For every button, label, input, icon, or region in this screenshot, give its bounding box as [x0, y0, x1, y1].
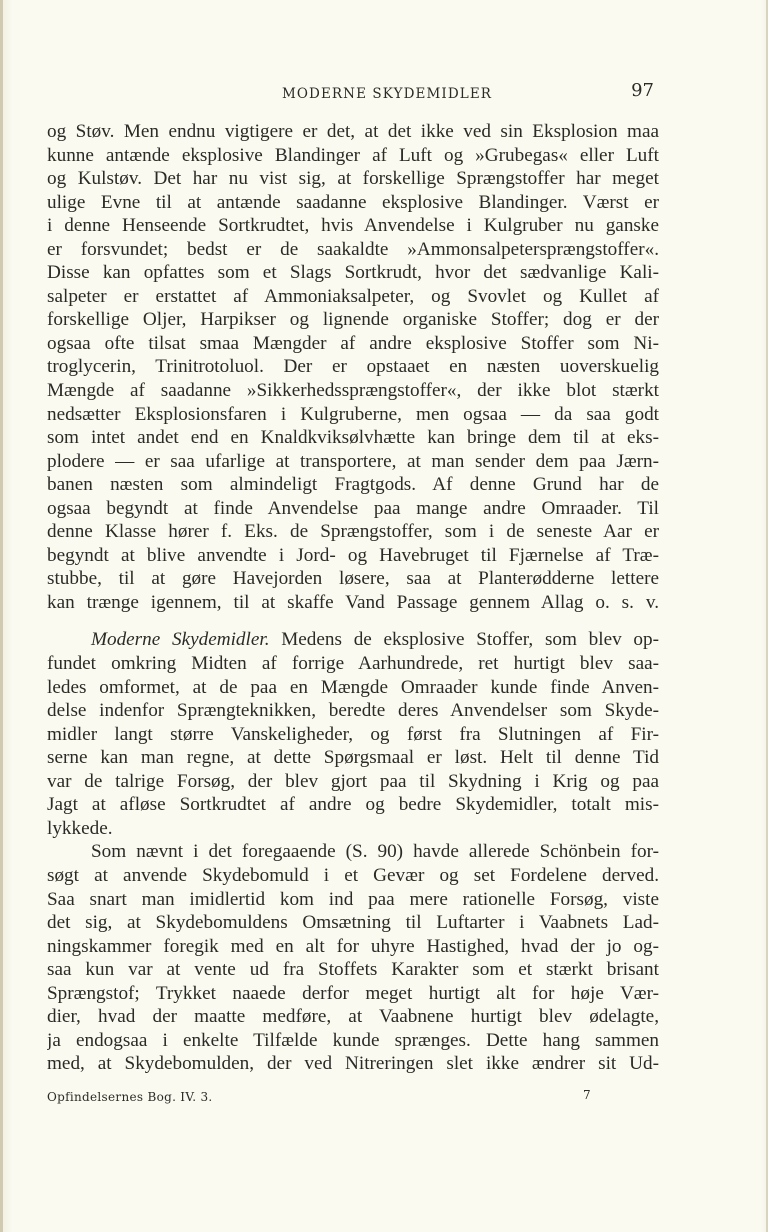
page-number: 97 — [631, 80, 654, 101]
text-line: ningskammer foregik med en alt for uhyre Hastighed, hvad der jo og- — [47, 935, 659, 957]
text-line: Som nævnt i det foregaaende (S. 90) havde allerede Schönbein for- — [91, 841, 659, 863]
text-line: søgt at anvende Skydebomuld i et Gevær og set Fordelene derved. — [47, 864, 659, 886]
text-line: midler langt større Vanskeligheder, og først fra Slutningen af Fir- — [47, 723, 659, 745]
paragraph — [47, 840, 659, 1075]
text-line: Saa snart man imidlertid kom ind paa mere rationelle Forsøg, viste — [47, 888, 659, 910]
text-line: ulige Evne til at antænde saadanne eksplosive Blandinger. Værst er — [47, 191, 659, 213]
text-line: Sprængstof; Trykket naaede derfor meget hurtigt alt for høje Vær- — [47, 982, 659, 1004]
text-line: denne Klasse hører f. Eks. de Sprængstoffer, som i de seneste Aar er — [47, 521, 659, 543]
text-line: nedsætter Eksplosionsfaren i Kulgruberne, men ogsaa — da saa godt — [47, 403, 659, 425]
text-line: banen næsten som almindeligt Fragtgods. Af denne Grund har de — [47, 474, 659, 496]
text-line: lykkede. — [47, 817, 113, 839]
text-line: serne kan man regne, at dette Spørgsmaal er løst. Helt til denne Tid — [47, 747, 659, 769]
text-line: ogsaa begyndt at finde Anvendelse paa mange andre Omraader. Til — [47, 497, 659, 519]
text-line: begyndt at blive anvendte i Jord- og Havebruget til Fjærnelse af Træ- — [47, 544, 659, 566]
text-line: kunne antænde eksplosive Blandinger af Luft og »Grubegas« eller Luft — [47, 144, 659, 166]
paragraph — [47, 120, 659, 614]
signature-mark: Opfindelsernes Bog. IV. 3. — [47, 1090, 213, 1104]
text-line: er forsvundet; bedst er de saakaldte »Ammonsalpetersprængstoffer«. — [47, 238, 659, 260]
text-line: saa kun var at vente ud fra Stoffets Karakter som et stærkt brisant — [47, 959, 659, 981]
text-line: Mængde af saadanne »Sikkerhedssprængstoffer«, der ikke blot stærkt — [47, 380, 659, 402]
text-line: plodere — er saa ufarlige at transportere, at man sender dem paa Jærn- — [47, 450, 659, 472]
sheet-number: 7 — [583, 1088, 591, 1102]
text-line: Jagt at afløse Sortkrudtet af andre og bedre Skydemidler, totalt mis- — [47, 794, 659, 816]
text-line: fundet omkring Midten af forrige Aarhundrede, ret hurtigt blev saa- — [47, 653, 659, 675]
running-title: MODERNE SKYDEMIDLER — [281, 86, 493, 102]
text-line: Disse kan opfattes som et Slags Sortkrudt, hvor det sædvanlige Kali- — [47, 262, 659, 284]
text-line: salpeter er erstattet af Ammoniaksalpeter, og Svovlet og Kullet af — [47, 285, 659, 307]
text-line: ja endogsaa i enkelte Tilfælde kunde sprænges. Dette hang sammen — [47, 1029, 659, 1051]
section-heading: Moderne Skydemidler. — [91, 629, 270, 651]
text-run: Medens de eksplosive Stoffer, som blev op- — [269, 629, 659, 651]
text-line: stubbe, til at gøre Havejorden løsere, saa at Planterødderne lettere — [47, 568, 659, 590]
page-body — [47, 120, 659, 1076]
text-line: med, at Skydebomulden, der ved Nitreringen slet ikke ændrer sit Ud- — [47, 1053, 659, 1075]
text-line — [47, 628, 659, 652]
text-line: troglycerin, Trinitrotoluol. Der er opstaaet en næsten uoverskuelig — [47, 356, 659, 378]
paragraph-gap — [47, 614, 659, 628]
text-line: kan trænge igennem, til at skaffe Vand Passage gennem Allag o. s. v. — [47, 591, 659, 613]
text-line: var de talrige Forsøg, der blev gjort paa til Skydning i Krig og paa — [47, 770, 659, 792]
text-line: forskellige Oljer, Harpikser og lignende organiske Stoffer; dog er der — [47, 309, 659, 331]
text-line: i denne Henseende Sortkrudtet, hvis Anvendelse i Kulgruber nu ganske — [47, 215, 659, 237]
text-line: ogsaa ofte tilsat smaa Mængder af andre eksplosive Stoffer som Ni- — [47, 332, 659, 354]
text-line: det sig, at Skydebomuldens Omsætning til Luftarter i Vaabnets Lad- — [47, 912, 659, 934]
text-line: og Kulstøv. Det har nu vist sig, at forskellige Sprængstoffer har meget — [47, 168, 659, 190]
text-line: delse indenfor Sprængteknikken, beredte deres Anvendelser som Skyde- — [47, 700, 659, 722]
text-line: som intet andet end en Knaldkviksølvhætte kan bringe dem til at eks- — [47, 427, 659, 449]
text-line: dier, hvad der maatte medføre, at Vaabnene hurtigt blev ødelagte, — [47, 1006, 659, 1028]
text-line: og Støv. Men endnu vigtigere er det, at det ikke ved sin Eksplosion maa — [47, 121, 659, 142]
paragraph — [47, 628, 659, 840]
text-line: ledes omformet, at de paa en Mængde Omraader kunde finde Anven- — [47, 676, 659, 698]
